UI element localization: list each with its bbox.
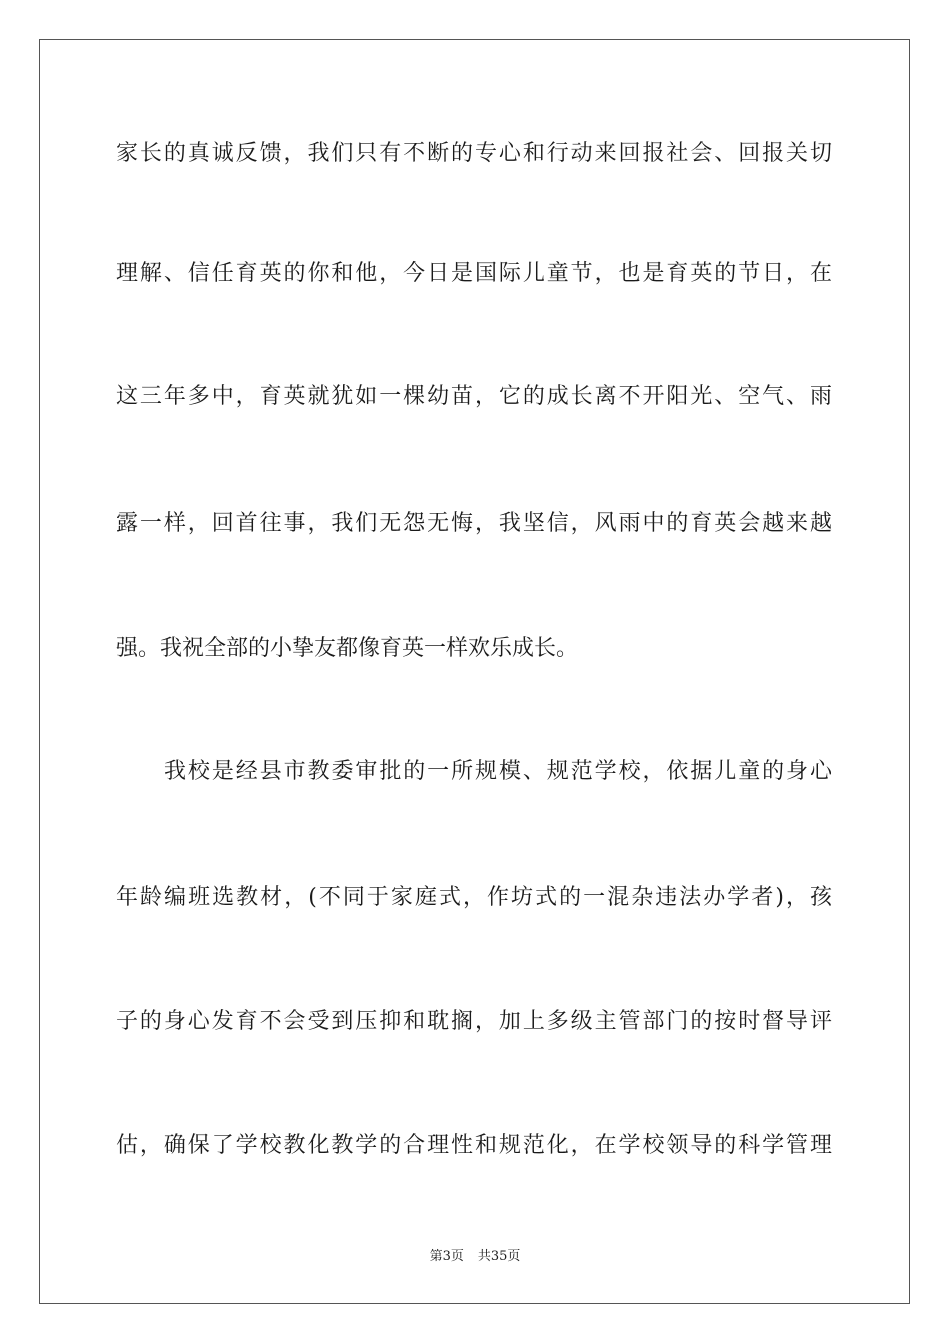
page-footer	[0, 1249, 950, 1265]
paragraph-1-line-4: 露一样，回首往事，我们无怨无悔，我坚信，风雨中的育英会越来越	[116, 511, 832, 536]
paragraph-1-line-1: 家长的真诚反馈，我们只有不断的专心和行动来回报社会、回报关切	[116, 141, 832, 166]
paragraph-2-line-4: 估，确保了学校教化教学的合理性和规范化，在学校领导的科学管理	[116, 1133, 832, 1158]
page-border	[39, 39, 910, 1304]
page-number: 第3页	[429, 1249, 464, 1264]
paragraph-2-line-2: 年龄编班选教材，(不同于家庭式，作坊式的一混杂违法办学者)，孩	[116, 885, 832, 910]
paragraph-1-line-5: 强。我祝全部的小挚友都像育英一样欢乐成长。	[116, 636, 579, 661]
paragraph-2-line-3: 子的身心发育不会受到压抑和耽搁，加上多级主管部门的按时督导评	[116, 1009, 832, 1034]
paragraph-1-line-3: 这三年多中，育英就犹如一棵幼苗，它的成长离不开阳光、空气、雨	[116, 384, 832, 409]
page-total: 共35页	[477, 1249, 521, 1264]
paragraph-1-line-2: 理解、信任育英的你和他，今日是国际儿童节，也是育英的节日，在	[116, 261, 832, 286]
paragraph-2-line-1: 我校是经县市教委审批的一所规模、规范学校，依据儿童的身心	[164, 759, 832, 784]
